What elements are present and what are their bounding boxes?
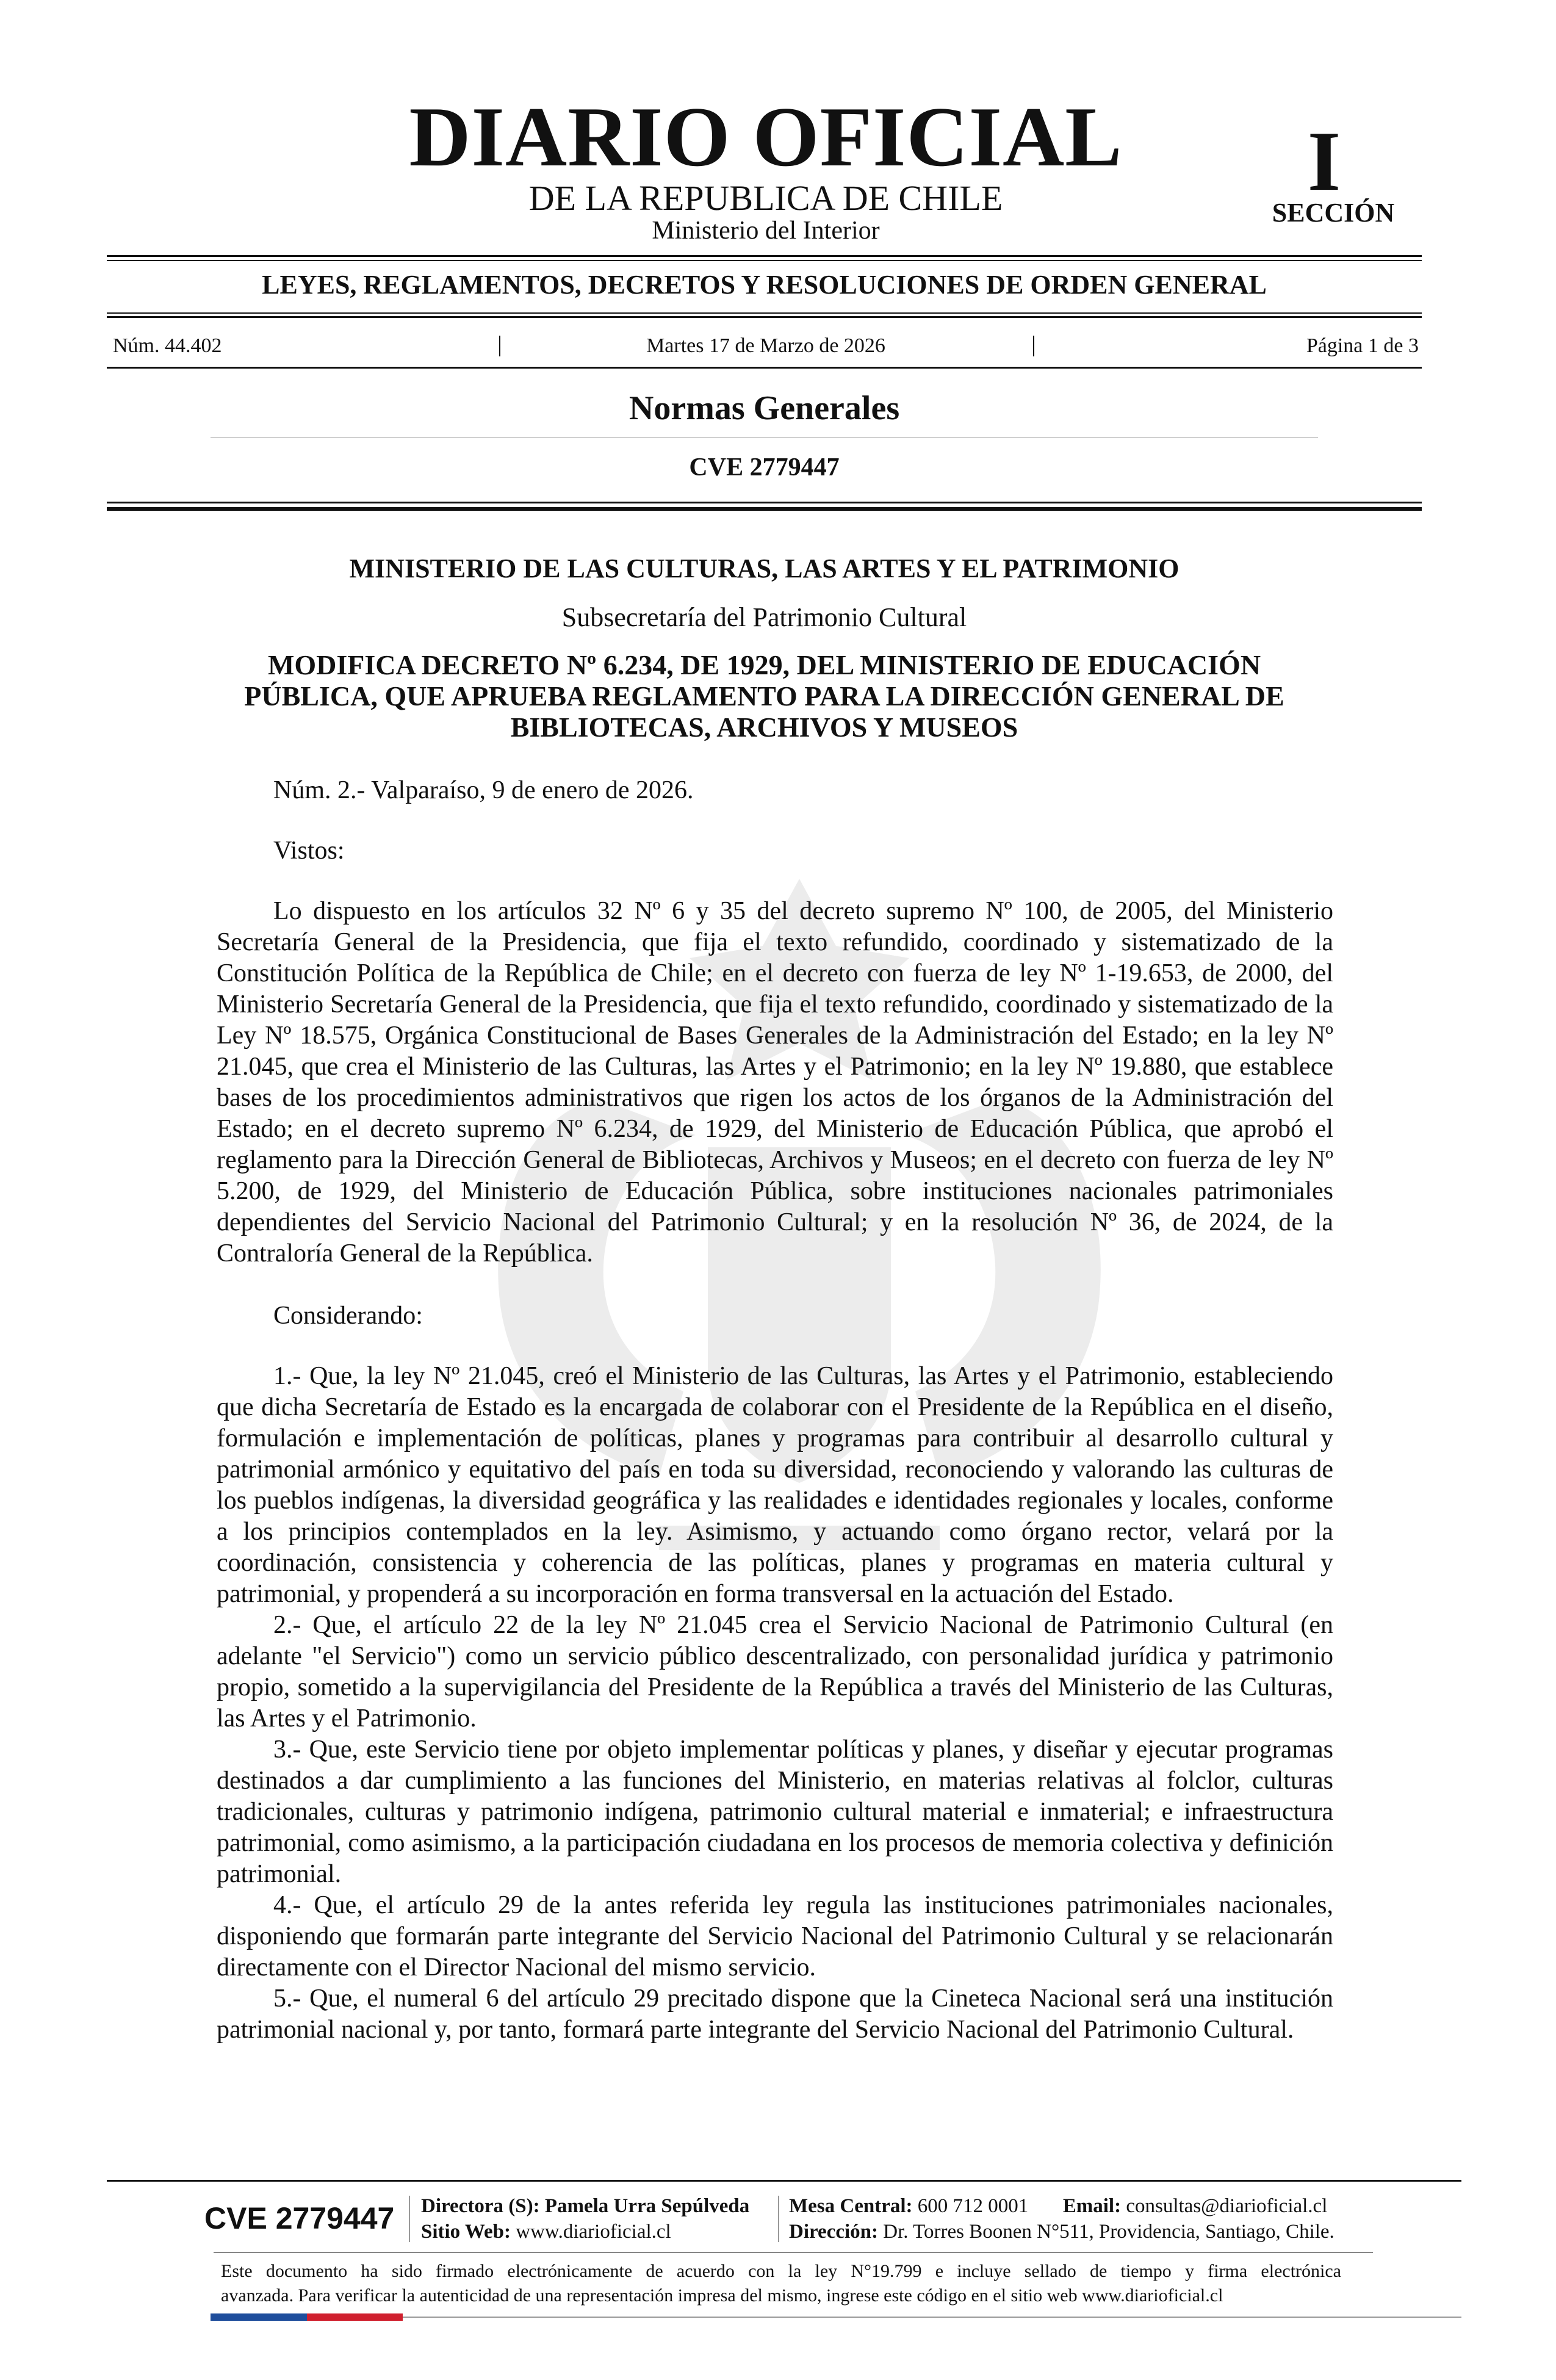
decree-body (217, 775, 1333, 2046)
footer-phone-label: Mesa Central: (789, 2195, 913, 2217)
footer-address: Dr. Torres Boonen N°511, Providencia, Santiago, Chile. (883, 2221, 1334, 2243)
decree-number-place: Núm. 2.- Valparaíso, 9 de enero de 2026. (273, 776, 694, 804)
footer-director: Directora (S): Pamela Urra Sepúlveda (421, 2195, 750, 2217)
issue-number: Núm. 44.402 (113, 334, 222, 357)
decree-title-line: PÚBLICA, QUE APRUEBA REGLAMENTO PARA LA DIRECCIÓN GENERAL DE (244, 680, 1284, 712)
newspaper-title: DIARIO OFICIAL (409, 90, 1123, 184)
decree-title (217, 649, 1312, 743)
issue-date: Martes 17 de Marzo de 2026 (646, 334, 885, 357)
page-indicator: Página 1 de 3 (1306, 334, 1419, 357)
section-number: I (1307, 114, 1341, 209)
considerando-paragraph: 2.- Que, el artículo 22 de la ley Nº 21.045 crea el Servicio Nacional de Patrimonio Cultural (en adelante "el Servicio") como un servicio público descentralizado, con personalidad jurídica y patrimonio propio, sometido a la supervigilancia del Presidente de la República a través del Ministerio de las Culturas, las Artes y el Patrimonio. (217, 1611, 1333, 1733)
considerando-paragraph: 3.- Que, este Servicio tiene por objeto implementar políticas y planes, y diseñar y ejecutar programas destinados a dar cumplimiento a las funciones del Ministerio, en materias relativas al folclor, culturas tradicionales, culturas y patrimonio indígena, patrimonio cultural material e inmaterial; e infraestructura patrimonial, como asimismo, a la participación ciudadana en los procesos de memoria colectiva y definición patrimonial. (217, 1736, 1333, 1888)
flag-stripe-red (307, 2313, 403, 2321)
masthead-rule-bottom (107, 260, 1422, 261)
footer-director-info (421, 2193, 749, 2245)
considerando-label: Considerando: (273, 1302, 423, 1330)
vistos-label: Vistos: (273, 837, 345, 865)
issuing-ministry: MINISTERIO DE LAS CULTURAS, LAS ARTES Y EL PATRIMONIO (349, 554, 1180, 583)
newspaper-subtitle: DE LA REPUBLICA DE CHILE (528, 178, 1003, 218)
considerando-paragraph: 4.- Que, el artículo 29 de la antes referida ley regula las instituciones patrimoniales nacionales, disponiendo que formarán parte integrante del Servicio Nacional del Patrimonio Cultural y se relacionarán directamente con el Director Nacional del mismo servicio. (217, 1891, 1333, 1982)
cve-rule-top (107, 502, 1422, 503)
footer-web-label: Sitio Web: (421, 2221, 511, 2243)
footer-email-link[interactable]: consultas@diarioficial.cl (1126, 2195, 1328, 2217)
footer-note-divider (214, 2252, 1373, 2253)
footer-contact-info (789, 2193, 1334, 2245)
category-rule-bottom (107, 316, 1422, 318)
masthead-rule-top (107, 255, 1422, 257)
considerando-paragraph: 1.- Que, la ley Nº 21.045, creó el Ministerio de las Culturas, las Artes y el Patrimonio, estableciendo que dicha Secretaría de Estado es la encargada de colaborar con el Presidente de la República en el diseño, formulación e implementación de políticas, planes y programas para contribuir al desarrollo cultural y patrimonial armónico y equitativo del país en toda su diversidad, reconociendo y valorando las culturas de los pueblos indígenas, la diversidad geográfica y las realidades e identidades regionales y locales, conforme a los principios contemplados en la ley. Asimismo, y actuando como órgano rector, velará por la coordinación, consistencia y coherencia de las políticas, planes y programas en materia cultural y patrimonial, y propenderá a su incorporación en forma transversal en la actuación del Estado. (217, 1362, 1333, 1608)
subsecretaria: Subsecretaría del Patrimonio Cultural (561, 602, 967, 632)
category-rule-top (107, 312, 1422, 314)
footer-cve-code: CVE 2779447 (204, 2201, 395, 2235)
footer-divider (409, 2196, 410, 2242)
footer-rule (107, 2180, 1461, 2182)
flag-stripe-blue (211, 2313, 307, 2321)
section-divider (211, 437, 1318, 438)
decree-title-line: BIBLIOTECAS, ARCHIVOS Y MUSEOS (510, 712, 1018, 743)
considerando-paragraph: 5.- Que, el numeral 6 del artículo 29 precitado dispone que la Cineteca Nacional será una institución patrimonial nacional y, por tanto, formará parte integrante del Servicio Nacional del Patrimonio Cultural. (217, 1985, 1333, 2044)
footer-phone: 600 712 0001 (917, 2195, 1029, 2217)
masthead-ministry: Ministerio del Interior (652, 217, 880, 245)
cve-code: CVE 2779447 (689, 453, 840, 481)
masthead (110, 90, 1422, 253)
issue-separator (1033, 336, 1034, 356)
footer-divider (778, 2196, 779, 2242)
category-heading: LEYES, REGLAMENTOS, DECRETOS Y RESOLUCIONES DE ORDEN GENERAL (262, 270, 1267, 300)
footer-address-label: Dirección: (789, 2221, 879, 2243)
footer-signature-note: Este documento ha sido firmado electrónicamente de acuerdo con la ley N°19.799 e incluye sellado de tiempo y firma electrónica (221, 2261, 1341, 2281)
section-title: Normas Generales (629, 389, 900, 427)
vistos-paragraph: Lo dispuesto en los artículos 32 Nº 6 y 35 del decreto supremo Nº 100, de 2005, del Ministerio Secretaría General de la Presidencia, que fija el texto refundido, coordinado y sistematizado de la Constitución Política de la República de Chile; en el decreto con fuerza de ley Nº 1-19.653, de 2000, del Ministerio Secretaría General de la Presidencia, que fija el texto refundido, coordinado y sistematizado de la Ley Nº 18.575, Orgánica Constitucional de Bases Generales de la Administración del Estado; en la ley Nº 21.045, que crea el Ministerio de las Culturas, las Artes y el Patrimonio; en la ley Nº 19.880, que establece bases de los procedimientos administrativos que rigen los actos de los órganos de la Administración del Estado; en el decreto supremo Nº 6.234, de 1929, del Ministerio de Educación Pública, que aprobó el reglamento para la Dirección General de Bibliotecas, Archivos y Museos; en el decreto con fuerza de ley Nº 5.200, de 1929, del Ministerio de Educación Pública, sobre instituciones nacionales patrimoniales dependientes del Servicio Nacional del Patrimonio Cultural; y en la resolución Nº 36, de 2024, de la Contraloría General de la República. (217, 897, 1333, 1268)
footer-web-link[interactable]: www.diarioficial.cl (516, 2221, 671, 2243)
issue-info-bar (113, 332, 1419, 362)
footer-email-label: Email: (1062, 2195, 1122, 2217)
decree-title-line: MODIFICA DECRETO Nº 6.234, DE 1929, DEL MINISTERIO DE EDUCACIÓN (267, 649, 1261, 680)
section-label: SECCIÓN (1272, 198, 1395, 228)
cve-rule-bottom (107, 507, 1422, 511)
issue-rule (107, 367, 1422, 369)
footer-signature-note: avanzada. Para verificar la autenticidad de una representación impresa del mismo, ingrese este código en el sitio web www.diarioficial.cl (221, 2285, 1223, 2306)
flag-stripe-gray (403, 2317, 1461, 2318)
